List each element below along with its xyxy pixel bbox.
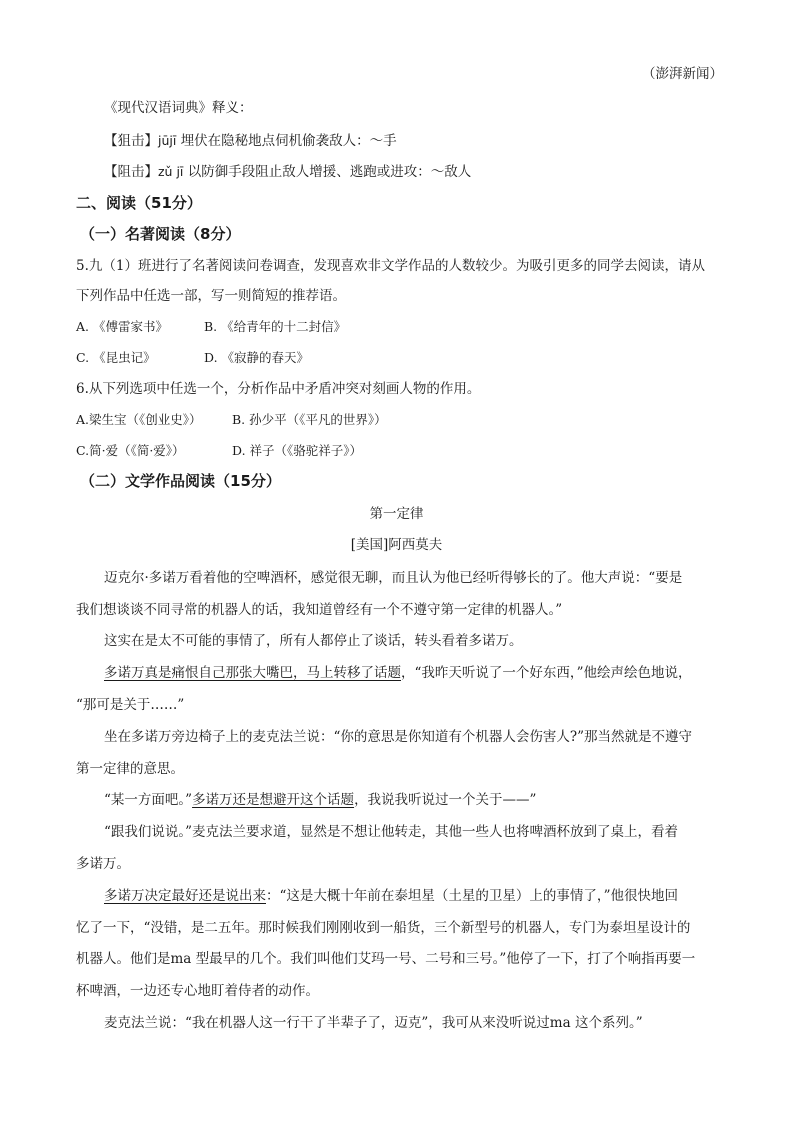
option-a: A. 《傅雷家书》 xyxy=(76,319,168,334)
subsection-heading: （二）文学作品阅读（15分） xyxy=(80,472,281,490)
entry-pinyin: zǔ jī xyxy=(158,164,184,179)
underlined-phrase: 多诺万真是痛恨自己那张大嘴巴，马上转移了话题 xyxy=(104,665,401,681)
question-6-options-row-1 xyxy=(76,410,387,430)
paragraph-7-line-2: 忆了一下，“没错，是二五年。那时候我们刚刚收到一船货，三个新型号的机器人，专门为泰坦星设计的 xyxy=(76,920,691,936)
paragraph-1-line-2: 我们想谈谈不同寻常的机器人的话，我知道曾经有一个不遵守第一定律的机器人。” xyxy=(76,602,563,618)
option-d: D. 祥子（《骆驼祥子》） xyxy=(232,443,363,458)
subsection-heading: （一）名著阅读（8分） xyxy=(80,225,241,243)
dictionary-entry-2 xyxy=(104,162,471,182)
entry-definition: 以防御手段阻止敌人增援、逃跑或进攻：～敌人 xyxy=(183,164,472,180)
entry-word: 【狙击】 xyxy=(104,133,158,149)
paragraph-3-line-2: “那可是关于……” xyxy=(76,697,185,713)
question-5-options-row-1 xyxy=(76,317,347,337)
paragraph-6-line-2: 多诺万。 xyxy=(76,856,130,872)
paragraph-6-line-1: “跟我们说说。”麦克法兰要求道，显然是不想让他转走，其他一些人也将啤酒杯放到了桌上，看着 xyxy=(104,824,679,840)
paragraph-7-line-4: 杯啤酒，一边还专心地盯着侍者的动作。 xyxy=(76,983,319,999)
paragraph-4-line-1: 坐在多诺万旁边椅子上的麦克法兰说：“你的意思是你知道有个机器人会伤害人?”那当然就是不遵守 xyxy=(104,729,693,745)
dictionary-intro: 《现代汉语词典》释义： xyxy=(104,100,253,116)
option-a: A.梁生宝（《创业史》） xyxy=(76,412,202,427)
paragraph-4-line-2: 第一定律的意思。 xyxy=(76,761,184,777)
paragraph-2: 这实在是太不可能的事情了，所有人都停止了谈话，转头看着多诺万。 xyxy=(104,633,523,649)
question-5-options-row-2 xyxy=(76,348,310,368)
text-run: ：“这是大概十年前在泰坦星（土星的卫星）上的事情了，”他很快地回 xyxy=(266,888,679,904)
dictionary-entry-1 xyxy=(104,131,397,151)
underlined-phrase: 多诺万决定最好还是说出来 xyxy=(104,888,266,904)
option-d: D. 《寂静的春天》 xyxy=(204,350,310,365)
source-citation: （澎湃新闻） xyxy=(642,66,723,82)
option-c: C. 《昆虫记》 xyxy=(76,350,156,365)
story-title: 第一定律 xyxy=(369,506,424,522)
option-c: C.简·爱（《简·爱》） xyxy=(76,443,185,458)
entry-pinyin: jūjī xyxy=(158,133,177,148)
question-5-line-1: 5.九（1）班进行了名著阅读问卷调查，发现喜欢非文学作品的人数较少。为吸引更多的同学去阅读，请从 xyxy=(76,258,705,274)
paragraph-7-line-1 xyxy=(104,886,678,906)
section-heading: 二、阅读（51分） xyxy=(76,194,202,212)
entry-definition: 埋伏在隐秘地点伺机偷袭敌人：～手 xyxy=(176,133,397,149)
underlined-phrase: 多诺万还是想避开这个话题 xyxy=(192,792,355,808)
question-5-line-2: 下列作品中任选一部，写一则简短的推荐语。 xyxy=(76,288,346,304)
text-run: ，我说我听说过一个关于——” xyxy=(354,792,537,808)
paragraph-3-line-1 xyxy=(104,663,692,683)
question-6-options-row-2 xyxy=(76,441,363,461)
paragraph-5 xyxy=(104,790,536,810)
story-author: [美国]阿西莫夫 xyxy=(350,537,443,553)
option-b: B. 孙少平（《平凡的世界》） xyxy=(232,412,387,427)
text-run: ，“我昨天听说了一个好东西，”他绘声绘色地说， xyxy=(401,665,692,681)
paragraph-7-line-3: 机器人。他们是ma 型最早的几个。我们叫他们艾玛一号、二号和三号。”他停了一下，打了个响指再要一 xyxy=(76,951,696,967)
question-6-line-1: 6.从下列选项中任选一个，分析作品中矛盾冲突对刻画人物的作用。 xyxy=(76,381,481,397)
paragraph-1-line-1: 迈克尔·多诺万看着他的空啤酒杯，感觉很无聊，而且认为他已经听得够长的了。他大声说：“要是 xyxy=(104,570,683,586)
entry-word: 【阻击】 xyxy=(104,164,158,180)
text-run: “某一方面吧。” xyxy=(104,792,193,808)
option-b: B. 《给青年的十二封信》 xyxy=(204,319,347,334)
paragraph-8: 麦克法兰说：“我在机器人这一行干了半辈子了，迈克”，我可从来没听说过ma 这个系列。” xyxy=(104,1015,643,1031)
